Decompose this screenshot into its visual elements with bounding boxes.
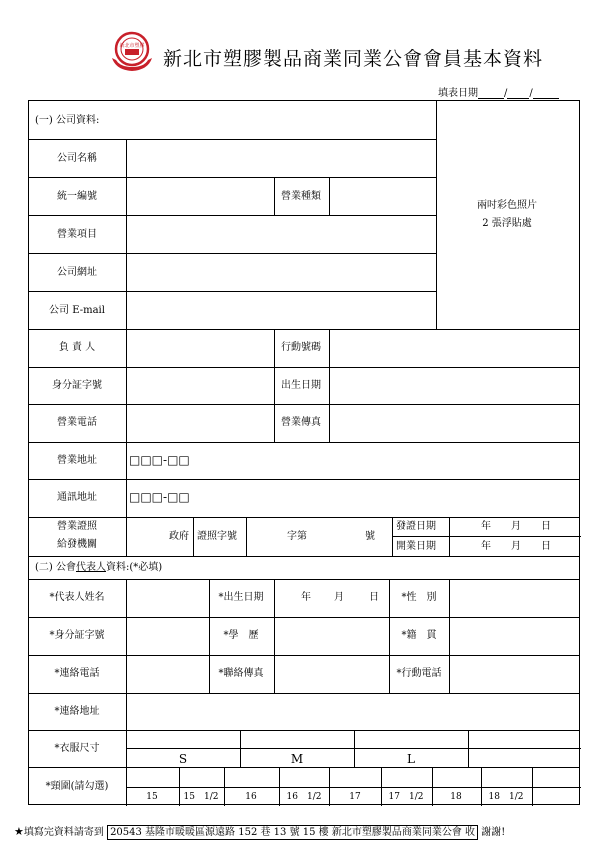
col-line	[274, 329, 275, 442]
license-label-2: 給發機關	[57, 539, 97, 550]
neck-option[interactable]: 15 1/2	[183, 792, 219, 802]
day-label: 日	[541, 521, 551, 532]
fax-label: 營業傳真	[281, 417, 321, 428]
col-line	[279, 767, 280, 806]
mailing-note-post: 謝謝!	[481, 827, 506, 838]
zip-boxes[interactable]: □□□-□□	[129, 453, 190, 467]
mailing-note-pre: 填寫完資料請寄到	[23, 827, 104, 838]
row-line	[29, 556, 579, 557]
year-label: 年	[481, 541, 491, 552]
tax-id-label: 統一編號	[57, 191, 97, 202]
row-line	[29, 730, 579, 731]
row-line	[29, 693, 579, 694]
section1-title: (一) 公司資料:	[35, 115, 100, 126]
neck-option[interactable]: 17 1/2	[388, 792, 424, 802]
row-line	[29, 215, 436, 216]
section2-title	[35, 563, 162, 573]
photo-label-1: 兩吋彩色照片	[477, 200, 537, 211]
section2-title-pre: (二) 公會	[35, 562, 76, 573]
col-line	[179, 767, 180, 806]
date-day-field[interactable]	[533, 88, 559, 99]
issue-date-label: 發證日期	[396, 521, 436, 532]
col-line	[126, 139, 127, 556]
neck-option[interactable]: 17	[349, 792, 361, 802]
member-form	[28, 100, 580, 805]
row-line	[29, 442, 579, 443]
company-name-label: 公司名稱	[57, 153, 97, 164]
col-line	[449, 579, 450, 693]
row-line	[126, 787, 581, 788]
education-label: *學 歷	[223, 630, 259, 641]
col-line	[354, 730, 355, 767]
row-line	[29, 253, 436, 254]
zi-di-label: 字第	[287, 531, 307, 542]
row-line	[29, 329, 579, 330]
date-year-field[interactable]	[478, 88, 504, 99]
neck-option[interactable]: 18 1/2	[488, 792, 524, 802]
mail-address-label: 通訊地址	[57, 492, 97, 503]
rep-phone-label: *連絡電話	[54, 668, 100, 679]
row-line	[29, 579, 579, 580]
star-icon: ★	[14, 825, 24, 838]
mailing-note	[14, 823, 505, 838]
date-sep: /	[504, 88, 508, 99]
col-line	[436, 101, 437, 329]
row-line	[29, 767, 579, 768]
col-line	[449, 517, 450, 556]
col-line	[329, 767, 330, 806]
neck-size-label: *頸圍(請勾選)	[45, 781, 109, 792]
photo-label-2: 2 張浮貼處	[482, 218, 532, 229]
neck-option[interactable]: 18	[450, 792, 462, 802]
month-label: 月	[511, 541, 521, 552]
mailing-address: 20543 基隆市暖暖區源遠路 152 巷 13 號 15 樓 新北市塑膠製品商業同業公會 收	[107, 825, 478, 840]
row-line	[29, 404, 579, 405]
fill-date-label: 填表日期	[438, 88, 478, 99]
owner-label: 負 責 人	[58, 342, 96, 353]
col-line	[432, 767, 433, 806]
size-option-s[interactable]: S	[178, 752, 188, 766]
day-label: 日	[541, 541, 551, 552]
month-label: 月	[334, 592, 344, 603]
address-label: 營業地址	[57, 455, 97, 466]
row-line	[29, 139, 436, 140]
rep-mobile-label: *行動電話	[396, 668, 442, 679]
origin-label: *籍 貫	[401, 630, 437, 641]
mobile-label: 行動號碼	[281, 342, 321, 353]
date-month-field[interactable]	[507, 88, 529, 99]
col-line	[274, 177, 275, 215]
business-type-label: 營業種類	[281, 191, 321, 202]
association-logo	[110, 30, 154, 74]
hao-label: 號	[365, 531, 375, 542]
section2-title-rep: 代表人	[75, 562, 106, 573]
row-line	[29, 479, 579, 480]
id-number-label: 身分証字號	[52, 380, 102, 391]
row-line	[29, 367, 579, 368]
size-option-m[interactable]: M	[290, 752, 304, 766]
gov-label: 政府	[169, 531, 189, 542]
zip-boxes[interactable]: □□□-□□	[129, 490, 190, 504]
rep-name-label: *代表人姓名	[49, 592, 105, 603]
license-no-label: 證照字號	[197, 531, 237, 542]
col-line	[468, 730, 469, 767]
fill-date	[438, 84, 559, 99]
email-label: 公司 E-mail	[49, 305, 105, 316]
shirt-size-label: *衣服尺寸	[54, 743, 100, 754]
col-line	[126, 579, 127, 806]
date-sep: /	[529, 88, 533, 99]
row-line	[29, 655, 579, 656]
section2-title-post: 資料:(*必填)	[105, 562, 163, 573]
year-label: 年	[301, 592, 311, 603]
row-line	[29, 617, 579, 618]
col-line	[481, 767, 482, 806]
col-line	[274, 579, 275, 693]
year-label: 年	[481, 521, 491, 532]
row-line	[29, 517, 579, 518]
col-line	[224, 767, 225, 806]
col-line	[209, 579, 210, 693]
col-line	[329, 329, 330, 442]
rep-fax-label: *聯絡傳真	[218, 668, 264, 679]
row-line	[392, 536, 581, 537]
birth-label: 出生日期	[281, 380, 321, 391]
neck-option[interactable]: 16	[245, 792, 257, 802]
col-line	[329, 177, 330, 215]
day-label: 日	[369, 592, 379, 603]
col-line	[193, 517, 194, 556]
col-line	[240, 730, 241, 767]
website-label: 公司網址	[57, 267, 97, 278]
size-option-l[interactable]: L	[407, 752, 415, 766]
logo-text: 新北市塑膠	[119, 43, 145, 49]
col-line	[381, 767, 382, 806]
rep-birth-label: *出生日期	[218, 592, 264, 603]
col-line	[532, 767, 533, 806]
page-title: 新北市塑膠製品商業同業公會會員基本資料	[163, 48, 544, 70]
col-line	[392, 517, 393, 556]
rep-address-label: *連絡地址	[54, 706, 100, 717]
row-line	[29, 291, 436, 292]
row-line	[29, 177, 436, 178]
phone-label: 營業電話	[57, 417, 97, 428]
rep-id-label: *身分証字號	[49, 630, 105, 641]
open-date-label: 開業日期	[396, 541, 436, 552]
gender-label: *性 別	[401, 592, 437, 603]
neck-option[interactable]: 15	[146, 792, 158, 802]
neck-option[interactable]: 16 1/2	[286, 792, 322, 802]
month-label: 月	[511, 521, 521, 532]
col-line	[389, 579, 390, 693]
col-line	[246, 517, 247, 556]
business-items-label: 營業項目	[57, 229, 97, 240]
license-label-1: 營業證照	[57, 521, 97, 532]
